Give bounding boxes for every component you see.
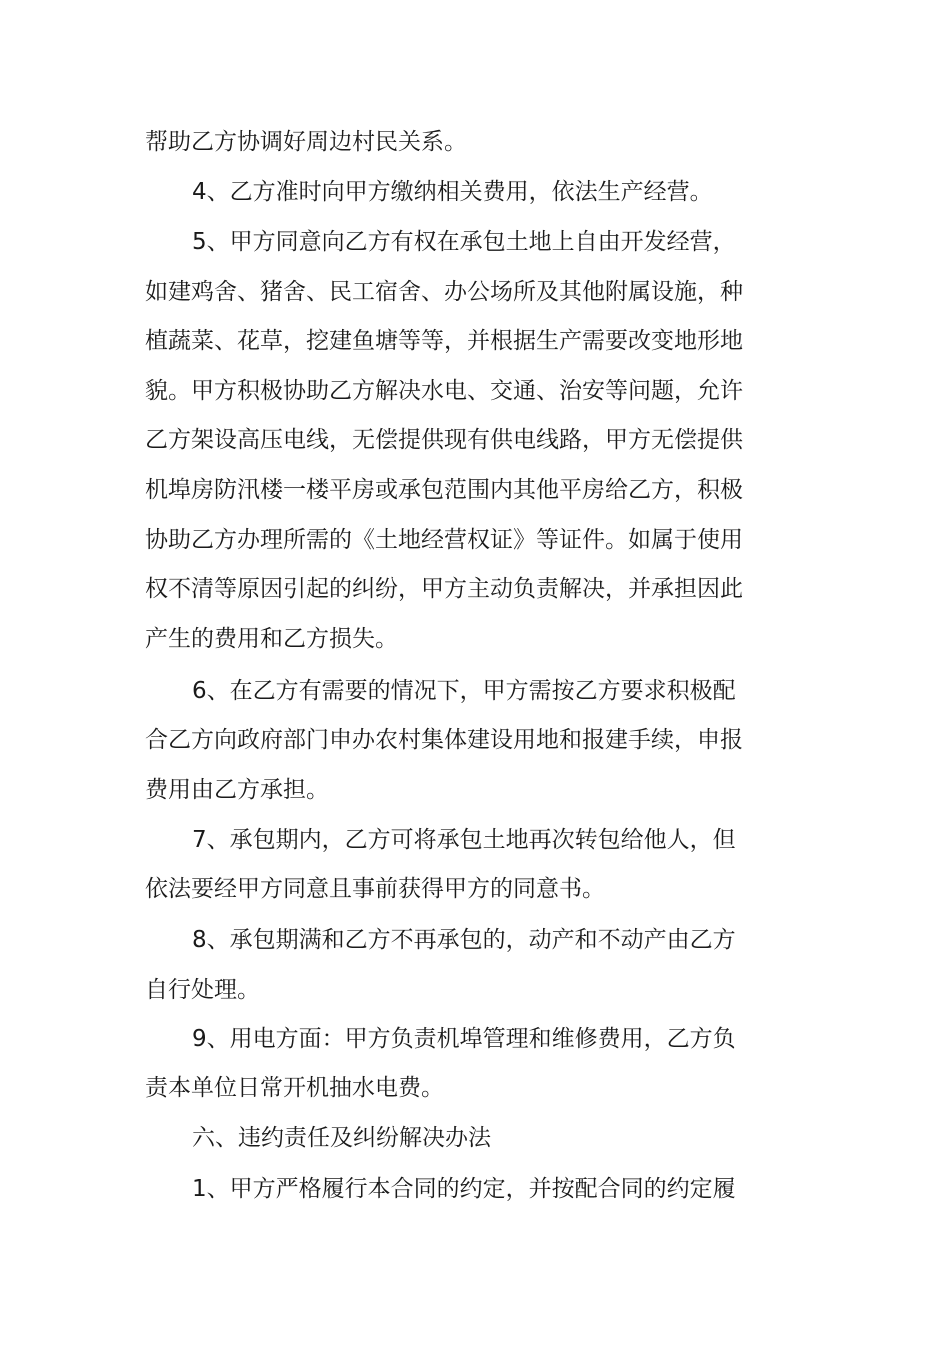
text-line: 1、甲方严格履行本合同的约定，并按配合同的约定履 — [192, 1176, 736, 1202]
text-line: 乙方架设高压电线，无偿提供现有供电线路，甲方无偿提供 — [145, 427, 743, 453]
text-line: 8、承包期满和乙方不再承包的，动产和不动产由乙方 — [192, 927, 736, 953]
text-line: 权不清等原因引起的纠纷，甲方主动负责解决，并承担因此 — [145, 576, 743, 602]
text-line: 如建鸡舍、猪舍、民工宿舍、办公场所及其他附属设施，种 — [145, 279, 743, 305]
text-line: 7、承包期内，乙方可将承包土地再次转包给他人，但 — [192, 827, 736, 853]
text-line: 依法要经甲方同意且事前获得甲方的同意书。 — [145, 876, 605, 902]
text-line: 合乙方向政府部门申办农村集体建设用地和报建手续，申报 — [145, 727, 743, 753]
text-line: 5、甲方同意向乙方有权在承包土地上自由开发经营， — [192, 229, 736, 255]
section-heading: 六、违约责任及纠纷解决办法 — [192, 1125, 491, 1151]
text-line: 貌。甲方积极协助乙方解决水电、交通、治安等问题，允许 — [145, 378, 743, 404]
text-line: 自行处理。 — [145, 977, 260, 1003]
text-line: 机埠房防汛楼一楼平房或承包范围内其他平房给乙方，积极 — [145, 477, 743, 503]
text-line: 9、用电方面：甲方负责机埠管理和维修费用，乙方负 — [192, 1026, 736, 1052]
text-line: 4、乙方准时向甲方缴纳相关费用，依法生产经营。 — [192, 179, 713, 205]
text-line: 产生的费用和乙方损失。 — [145, 626, 398, 652]
text-line: 6、在乙方有需要的情况下，甲方需按乙方要求积极配 — [192, 678, 736, 704]
text-line: 帮助乙方协调好周边村民关系。 — [145, 129, 467, 155]
text-line: 责本单位日常开机抽水电费。 — [145, 1075, 444, 1101]
text-line: 费用由乙方承担。 — [145, 777, 329, 803]
text-line: 植蔬菜、花草，挖建鱼塘等等，并根据生产需要改变地形地 — [145, 328, 743, 354]
text-line: 协助乙方办理所需的《土地经营权证》等证件。如属于使用 — [145, 527, 743, 553]
